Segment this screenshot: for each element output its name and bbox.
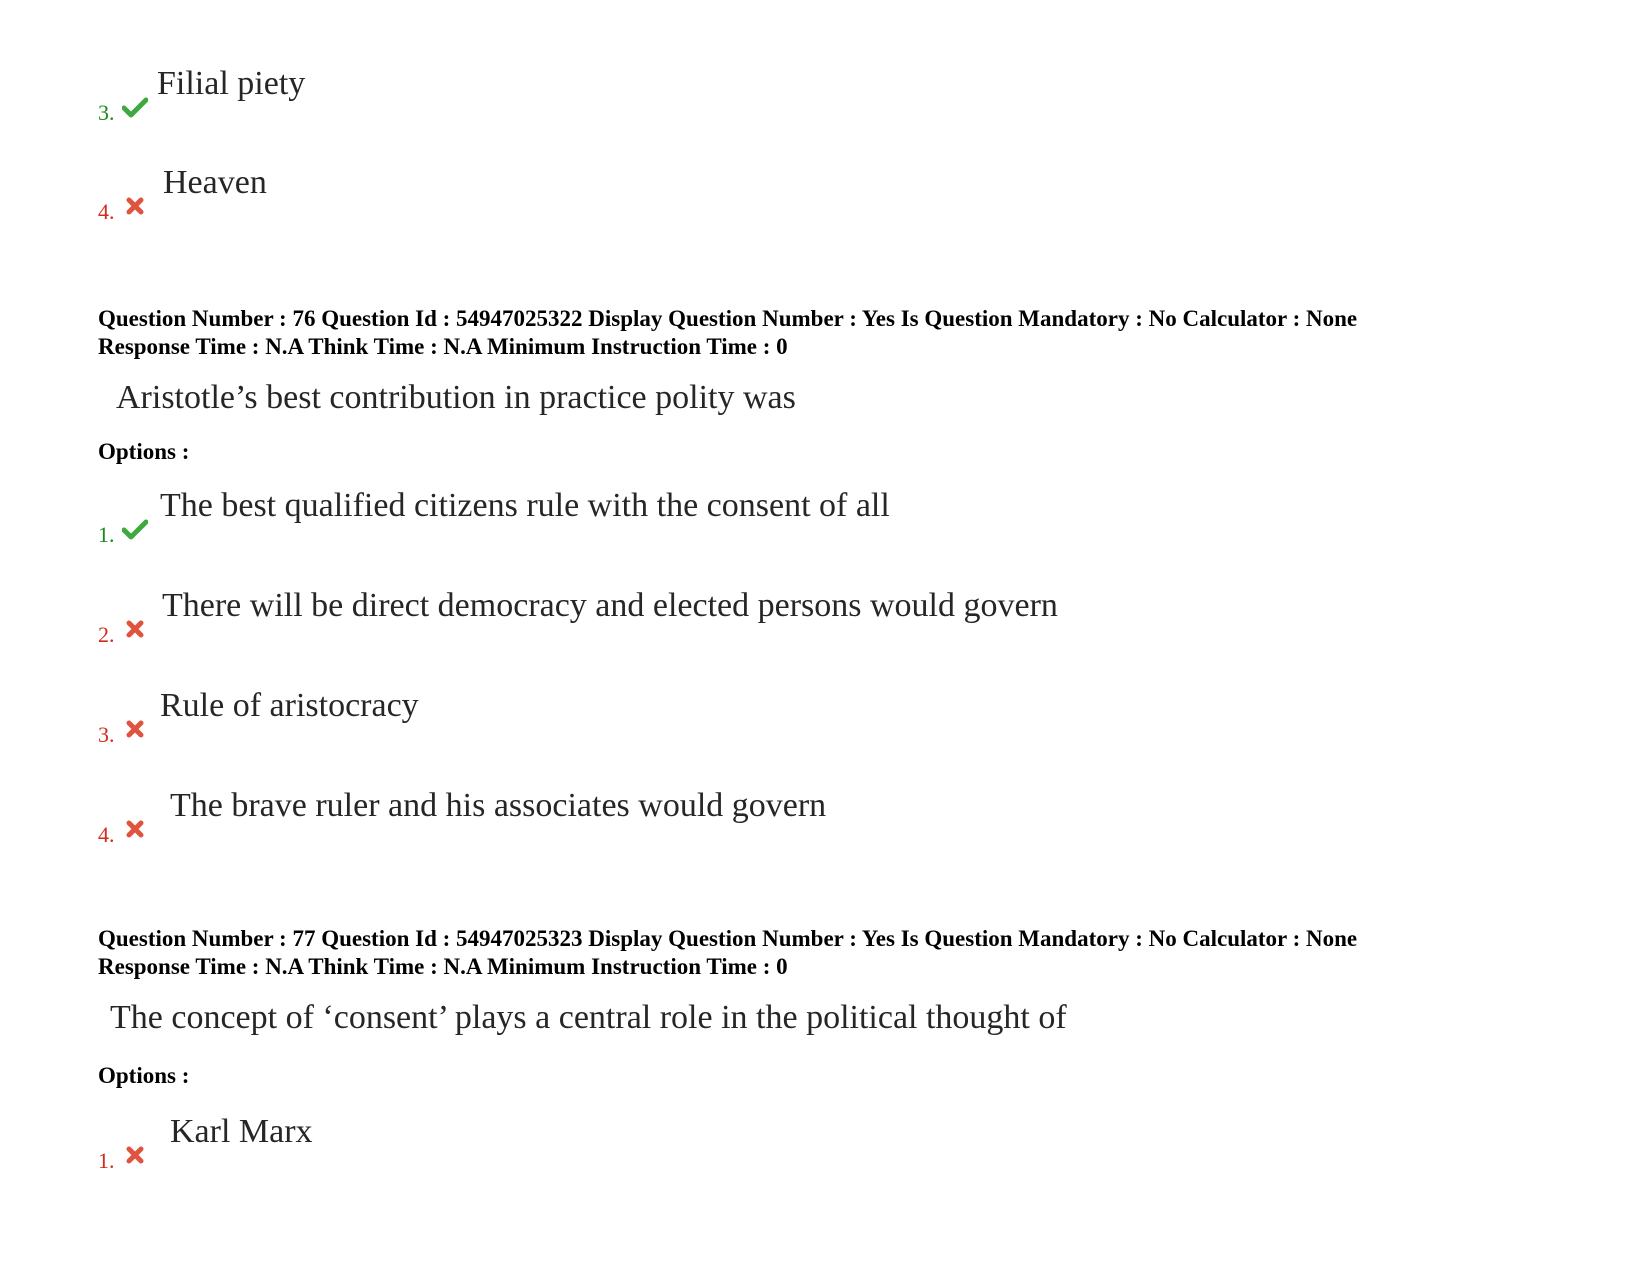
option-number: 4. [98, 199, 115, 224]
check-icon [122, 518, 148, 540]
question-text: Aristotle’s best contribution in practice polity was [116, 379, 796, 416]
option-text: Karl Marx [170, 1113, 313, 1150]
cross-icon [122, 718, 148, 740]
question-meta-line1: Question Number : 77 Question Id : 54947025323 Display Question Number : Yes Is Question Mandatory : No Calculator : None [98, 926, 1358, 951]
option-number: 3. [98, 100, 115, 125]
option-text: There will be direct democracy and elected persons would govern [162, 587, 1058, 624]
option-number: 2. [98, 622, 115, 647]
option-text: The brave ruler and his associates would govern [170, 787, 827, 824]
cross-icon [122, 195, 148, 217]
question-meta-line1: Question Number : 76 Question Id : 54947025322 Display Question Number : Yes Is Question Mandatory : No Calculator : None [98, 306, 1358, 331]
options-label: Options : [98, 439, 190, 464]
cross-icon [122, 1144, 148, 1166]
question-meta-line2: Response Time : N.A Think Time : N.A Minimum Instruction Time : 0 [98, 954, 788, 979]
option-text: Rule of aristocracy [160, 687, 419, 724]
question-text: The concept of ‘consent’ plays a central role in the political thought of [110, 999, 1067, 1036]
option-number: 3. [98, 722, 115, 747]
question-meta-line2: Response Time : N.A Think Time : N.A Minimum Instruction Time : 0 [98, 334, 788, 359]
cross-icon [122, 818, 148, 840]
check-icon [122, 96, 148, 118]
cross-icon [122, 618, 148, 640]
options-label: Options : [98, 1063, 190, 1088]
option-text: Heaven [163, 164, 267, 201]
option-text: The best qualified citizens rule with the consent of all [160, 487, 890, 524]
option-number: 4. [98, 822, 115, 847]
option-number: 1. [98, 522, 115, 547]
option-number: 1. [98, 1148, 115, 1173]
option-text: Filial piety [157, 65, 306, 102]
